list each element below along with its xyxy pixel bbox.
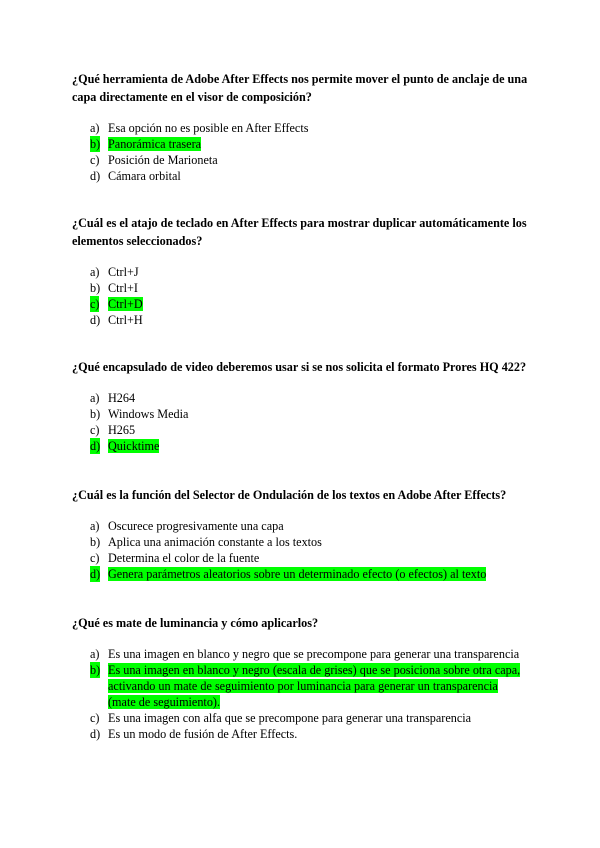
question-5: ¿Qué es mate de luminancia y cómo aplicarlos?: [72, 616, 319, 630]
answer-text: Esa opción no es posible en After Effects: [108, 121, 309, 135]
answer-1a: [0, 120, 528, 136]
answer-5d: [0, 726, 528, 742]
question-1: ¿Qué herramienta de Adobe After Effects nos permite mover el punto de anclaje de una capa directamente en el visor de composición?: [72, 72, 528, 104]
answer-text: Posición de Marioneta: [108, 153, 218, 167]
answer-2d: [0, 312, 528, 328]
answer-letter: d): [90, 567, 101, 581]
question-4: ¿Cuál es la función del Selector de Ondulación de los textos en Adobe After Effects?: [72, 488, 507, 502]
answer-text: Windows Media: [108, 407, 189, 421]
answer-text: Ctrl+D: [108, 297, 143, 311]
answer-3d-correct: [0, 438, 528, 454]
question-2: ¿Cuál es el atajo de teclado en After Effects para mostrar duplicar automáticamente los elementos seleccionados?: [72, 216, 527, 248]
answer-text: Cámara orbital: [108, 169, 181, 183]
answer-letter: a): [90, 265, 100, 279]
answer-letter: d): [90, 439, 101, 453]
answer-letter: a): [90, 121, 100, 135]
answers-1: [0, 120, 528, 184]
question-3: ¿Qué encapsulado de video deberemos usar si se nos solicita el formato Prores HQ 422?: [72, 360, 527, 374]
answer-2c-correct: [0, 296, 528, 312]
answer-1c: [0, 152, 528, 168]
answer-3c: [0, 422, 528, 438]
answer-letter: a): [90, 391, 100, 405]
answer-letter: d): [90, 313, 101, 327]
answer-text: Quicktime: [108, 439, 160, 453]
answer-text: Es una imagen con alfa que se precompone para generar una transparencia: [108, 711, 472, 725]
answer-5c: [0, 710, 528, 726]
answer-letter: c): [90, 297, 100, 311]
answer-1b-correct: [0, 136, 528, 152]
answers-2: [0, 264, 528, 328]
answer-letter: b): [90, 137, 101, 151]
answer-letter: d): [90, 727, 101, 741]
answer-letter: c): [90, 153, 100, 167]
answer-letter: d): [90, 169, 101, 183]
answer-letter: b): [90, 281, 101, 295]
answer-text: Es un modo de fusión de After Effects.: [108, 727, 298, 741]
answer-text: Ctrl+H: [108, 313, 143, 327]
answer-text: Es una imagen en blanco y negro (escala de grises) que se posiciona sobre otra capa, activando un mate de seguimiento por luminancia para generar un transparencia (mate de seguimiento).: [108, 663, 521, 709]
answer-1d: [0, 168, 528, 184]
answer-text: Genera parámetros aleatorios sobre un determinado efecto (o efectos) al texto: [108, 567, 487, 581]
answer-letter: c): [90, 551, 100, 565]
answer-letter: a): [90, 647, 100, 661]
answer-5a: [0, 646, 528, 662]
answer-3b: [0, 406, 528, 422]
answer-text: Oscurece progresivamente una capa: [108, 519, 284, 533]
answer-letter: b): [90, 663, 101, 677]
answer-text: Ctrl+I: [108, 281, 138, 295]
answer-text: Panorámica trasera: [108, 137, 202, 151]
answer-text: H264: [108, 391, 136, 405]
answer-letter: b): [90, 535, 101, 549]
answer-2b: [0, 280, 528, 296]
answer-text: Aplica una animación constante a los textos: [108, 535, 322, 549]
answer-2a: [0, 264, 528, 280]
answer-5b-correct: [0, 662, 528, 710]
answer-letter: c): [90, 423, 100, 437]
answer-4d-correct: [0, 566, 528, 582]
answer-letter: c): [90, 711, 100, 725]
answers-4: [0, 518, 528, 582]
answer-letter: a): [90, 519, 100, 533]
answer-text: Determina el color de la fuente: [108, 551, 260, 565]
answer-text: H265: [108, 423, 136, 437]
answer-3a: [0, 390, 528, 406]
answer-4b: [0, 534, 528, 550]
answer-4a: [0, 518, 528, 534]
answer-text: Ctrl+J: [108, 265, 139, 279]
answers-3: [0, 390, 528, 454]
answer-letter: b): [90, 407, 101, 421]
answers-5: [0, 646, 528, 742]
answer-text: Es una imagen en blanco y negro que se precompone para generar una transparencia: [108, 647, 520, 661]
answer-4c: [0, 550, 528, 566]
